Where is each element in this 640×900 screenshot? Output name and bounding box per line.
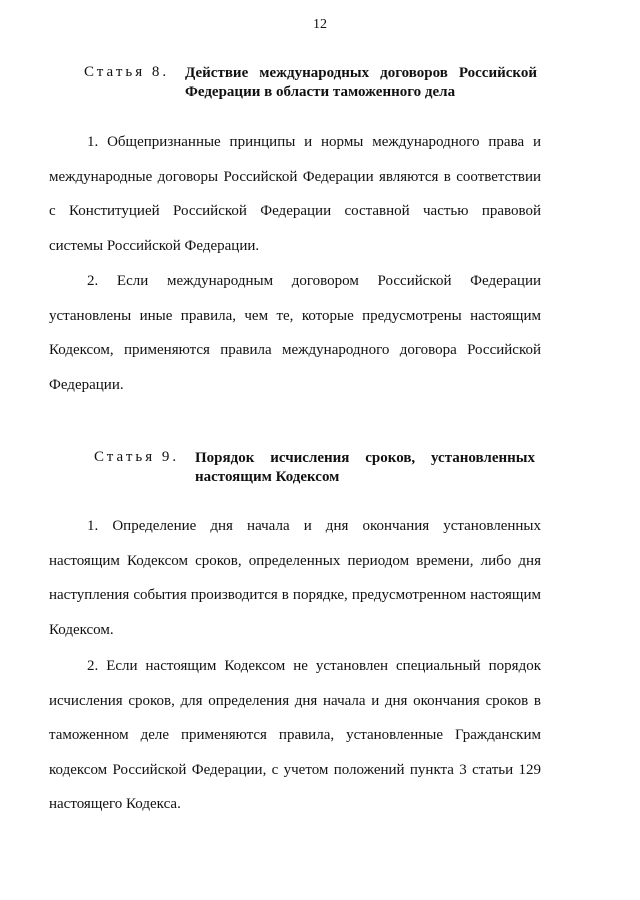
- article-title: Порядок исчисления сроков, установленных настоящим Кодексом: [195, 450, 535, 485]
- article-label: Статья 8.: [84, 64, 170, 80]
- article-label: Статья 9.: [94, 449, 180, 465]
- paragraph: 2. Если международным договором Российской Федерации установлены иные правила, чем те, которые предусмотрены настоящим Кодексом, применяются правила международного договора Российской Федерации.: [49, 273, 541, 393]
- paragraph: 1. Общепризнанные принципы и нормы международного права и международные договоры Российской Федерации являются в соответствии с Конституцией Российской Федерации составной частью правовой системы Российской Федерации.: [49, 134, 541, 254]
- paragraph: 1. Определение дня начала и дня окончания установленных настоящим Кодексом сроков, определенных периодом времени, либо дня наступления события производится в порядке, предусмотренном настоящим Кодексом.: [49, 518, 541, 638]
- article-header: [0, 449, 640, 489]
- page-number: 12: [313, 17, 327, 32]
- article-title: Действие международных договоров Российской Федерации в области таможенного дела: [185, 65, 537, 100]
- article-header: [0, 64, 640, 104]
- paragraph: 2. Если настоящим Кодексом не установлен специальный порядок исчисления сроков, для определения дня начала и дня окончания сроков в таможенном деле применяются правила, установленные Гражданским кодексом Российской Федерации, с учетом положений пункта 3 статьи 129 настоящего Кодекса.: [49, 658, 541, 812]
